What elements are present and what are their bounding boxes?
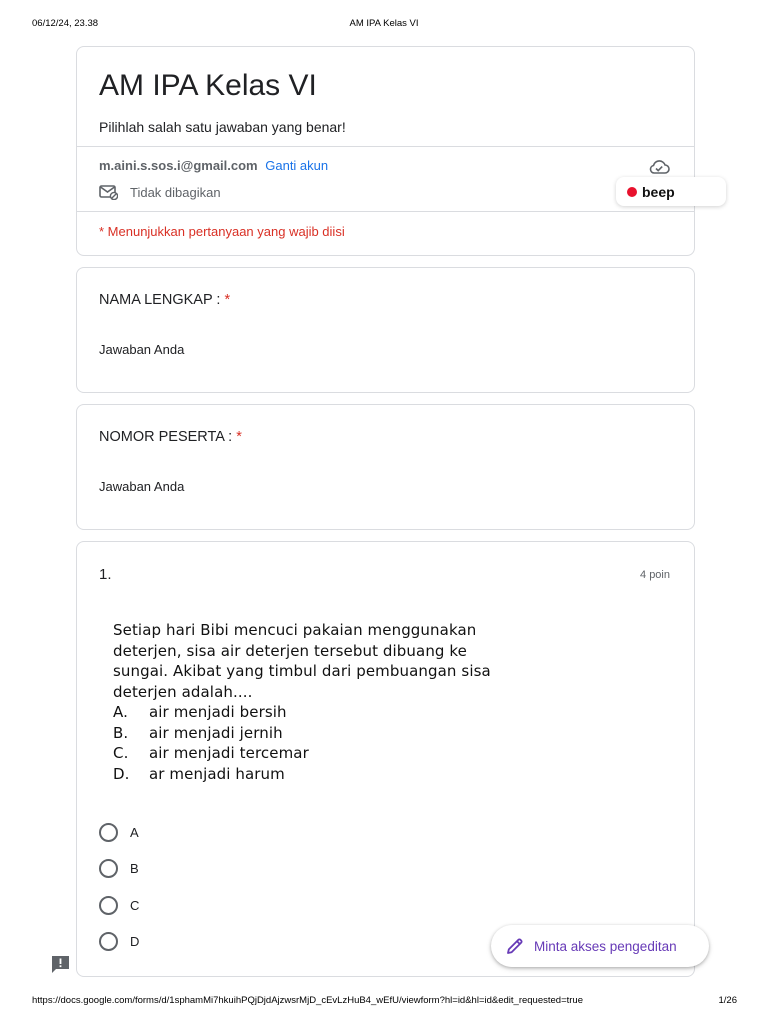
question-image-option	[113, 764, 513, 785]
option-text: air menjadi tercemar	[149, 744, 309, 762]
question-image-option	[113, 743, 513, 764]
question-title	[99, 292, 230, 308]
choice-label: A	[130, 824, 139, 840]
divider	[77, 211, 694, 212]
print-datetime: 06/12/24, 23.38	[32, 18, 99, 29]
option-text: air menjadi jernih	[149, 723, 283, 742]
name-answer-input[interactable]: Jawaban Anda	[99, 342, 185, 357]
divider	[77, 146, 694, 147]
request-edit-label: Minta akses pengeditan	[534, 938, 677, 954]
mail-not-shared-icon	[99, 184, 118, 200]
feedback-icon[interactable]	[50, 954, 71, 974]
record-dot-icon	[627, 187, 637, 197]
switch-account-link[interactable]: Ganti akun	[265, 158, 329, 173]
radio-unchecked-icon[interactable]	[99, 932, 118, 951]
question-image-option	[113, 702, 513, 723]
print-header	[0, 18, 768, 32]
required-mark: *	[224, 292, 231, 308]
question-image-line: deterjen adalah....	[113, 682, 253, 701]
question-image-line: Setiap hari Bibi mencuci pakaian menggunakan	[113, 621, 477, 639]
choice-d[interactable]	[99, 924, 139, 961]
question-image	[113, 620, 513, 790]
print-url: https://docs.google.com/forms/d/1sphamMi7hkuihPQjDjdAjzwsrMjD_cEvLzHuB4_wEfU/viewform?hl=id&hl=id&edit_requested=true	[32, 995, 583, 1006]
question-card-number	[76, 404, 695, 530]
question-number: 1.	[99, 566, 112, 583]
option-letter: A.	[113, 703, 128, 721]
option-text: air menjadi bersih	[149, 703, 287, 721]
question-card-name	[76, 267, 695, 393]
not-shared-line	[99, 184, 221, 200]
choice-label: D	[130, 934, 140, 950]
question-card-1	[76, 541, 695, 977]
account-line	[99, 158, 328, 173]
required-mark: *	[236, 429, 242, 445]
question-image-line: sungai. Akibat yang timbul dari pembuangan sisa	[113, 662, 491, 680]
choice-list	[99, 814, 139, 960]
form-description: Pilihlah salah satu jawaban yang benar!	[99, 119, 346, 135]
choice-a[interactable]	[99, 814, 139, 851]
number-answer-input[interactable]: Jawaban Anda	[99, 479, 185, 494]
required-note: * Menunjukkan pertanyaan yang wajib diisi	[99, 224, 345, 239]
cloud-saved-icon	[648, 159, 670, 175]
radio-unchecked-icon[interactable]	[99, 859, 118, 878]
pencil-icon	[505, 936, 525, 956]
account-email: m.aini.s.sos.i@gmail.com	[99, 158, 258, 173]
form-header-card	[76, 46, 695, 256]
beep-badge[interactable]	[616, 177, 726, 206]
option-text: ar menjadi harum	[149, 764, 285, 783]
question-label: NOMOR PESERTA :	[99, 429, 237, 445]
question-image-option	[113, 723, 513, 744]
choice-label: B	[130, 861, 139, 877]
choice-b[interactable]	[99, 851, 139, 888]
question-points: 4 poin	[640, 569, 670, 581]
radio-unchecked-icon[interactable]	[99, 823, 118, 842]
print-title: AM IPA Kelas VI	[349, 18, 419, 29]
option-letter: C.	[113, 744, 129, 762]
radio-unchecked-icon[interactable]	[99, 896, 118, 915]
choice-label: C	[130, 897, 140, 913]
choice-c[interactable]	[99, 887, 139, 924]
print-page-number: 1/26	[718, 995, 737, 1006]
form-title: AM IPA Kelas VI	[99, 69, 317, 102]
request-edit-access-button[interactable]	[491, 925, 709, 967]
question-image-line: deterjen, sisa air deterjen tersebut dibuang ke	[113, 641, 467, 660]
option-letter: D.	[113, 764, 130, 783]
option-letter: B.	[113, 723, 129, 742]
question-label: NAMA LENGKAP :	[99, 292, 225, 308]
not-shared-label: Tidak dibagikan	[130, 184, 221, 200]
question-title	[99, 429, 242, 445]
beep-label: beep	[642, 183, 675, 200]
